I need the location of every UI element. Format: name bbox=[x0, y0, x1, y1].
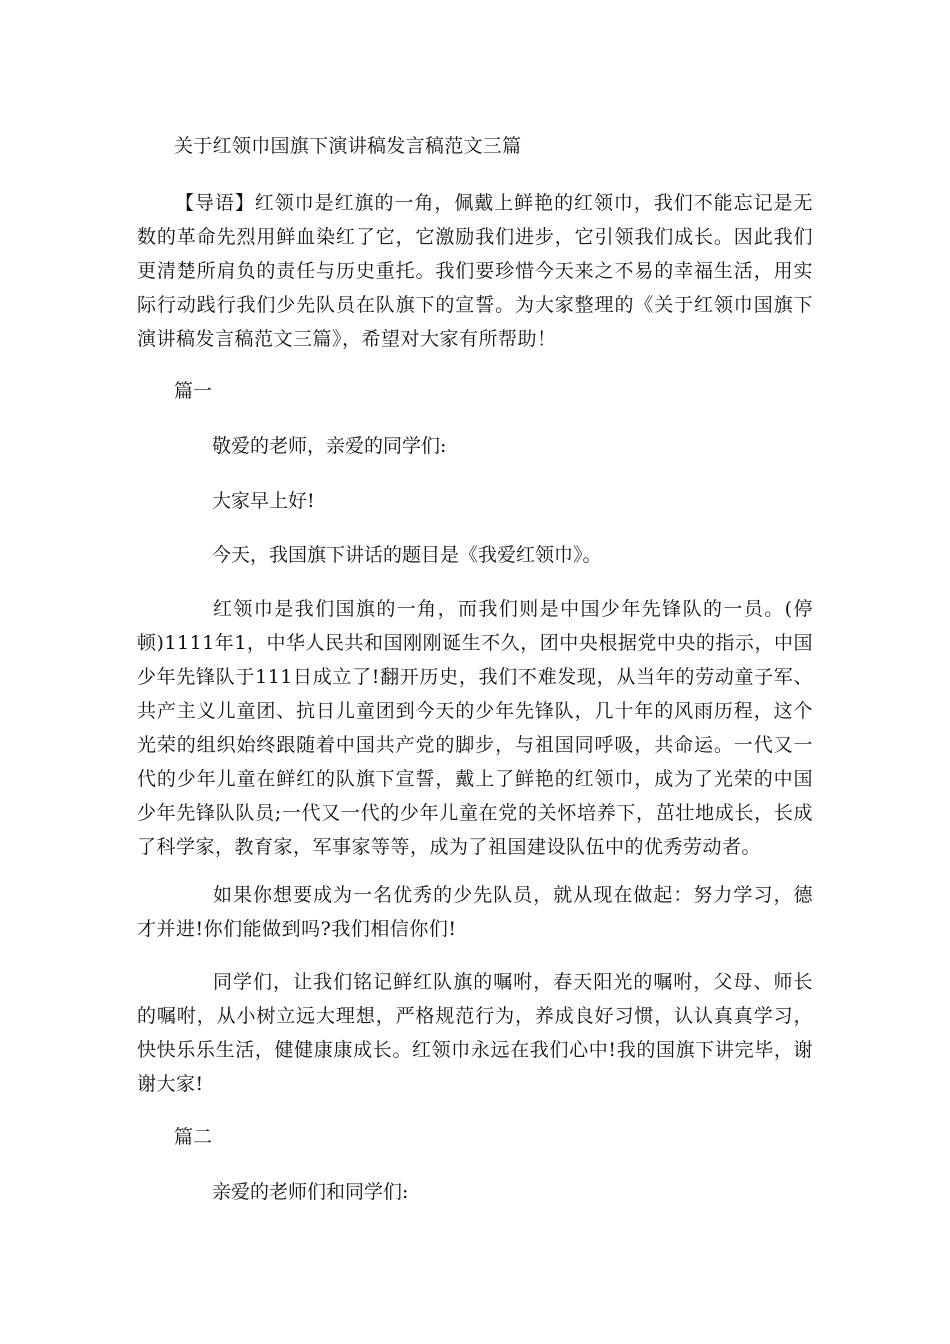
section1-topic: 今天，我国旗下讲话的题目是《我爱红领巾》。 bbox=[212, 544, 602, 566]
section1-greeting: 大家早上好! bbox=[212, 490, 315, 512]
section1-salutation: 敬爱的老师，亲爱的同学们: bbox=[212, 435, 447, 457]
document-title: 关于红领巾国旗下演讲稿发言稿范文三篇 bbox=[174, 135, 522, 157]
section1-heading: 篇一 bbox=[174, 380, 213, 402]
section1-paragraph-2: 如果你想要成为一名优秀的少先队员，就从现在做起：努力学习，德才并进!你们能做到吗?我们相信你们! bbox=[137, 884, 813, 940]
section1-paragraph-3: 同学们，让我们铭记鲜红队旗的嘱咐，春天阳光的嘱咐，父母、师长的嘱咐，从小树立远大理想，严格规范行为，养成良好习惯，认认真真学习，快快乐乐生活，健健康康成长。红领巾永远在我们心中!我的国旗下讲完毕，谢谢大家! bbox=[137, 971, 813, 1095]
intro-paragraph: 【导语】红领巾是红旗的一角，佩戴上鲜艳的红领巾，我们不能忘记是无数的革命先烈用鲜血染红了它，它激励我们进步，它引领我们成长。因此我们更清楚所肩负的责任与历史重托。我们要珍惜今天来之不易的幸福生活，用实际行动践行我们少先队员在队旗下的宣誓。为大家整理的《关于红领巾国旗下演讲稿发言稿范文三篇》，希望对大家有所帮助！ bbox=[137, 192, 813, 350]
section1-paragraph-1: 红领巾是我们国旗的一角，而我们则是中国少年先锋队的一员。(停顿)1111年1，中华人民共和国刚刚诞生不久，团中央根据党中央的指示，中国少年先锋队于111日成立了!翻开历史，我们不难发现，从当年的劳动童子军、共产主义儿童团、抗日儿童团到今天的少年先锋队，几十年的风雨历程，这个光荣的组织始终跟随着中国共产党的脚步，与祖国同呼吸，共命运。一代又一代的少年儿童在鲜红的队旗下宣誓，戴上了鲜艳的红领巾，成为了光荣的中国少年先锋队队员;一代又一代的少年儿童在党的关怀培养下，茁壮地成长，长成了科学家，教育家，军事家等等，成为了祖国建设队伍中的优秀劳动者。 bbox=[137, 598, 813, 858]
section2-heading: 篇二 bbox=[174, 1126, 213, 1148]
section2-salutation: 亲爱的老师们和同学们: bbox=[212, 1181, 409, 1203]
